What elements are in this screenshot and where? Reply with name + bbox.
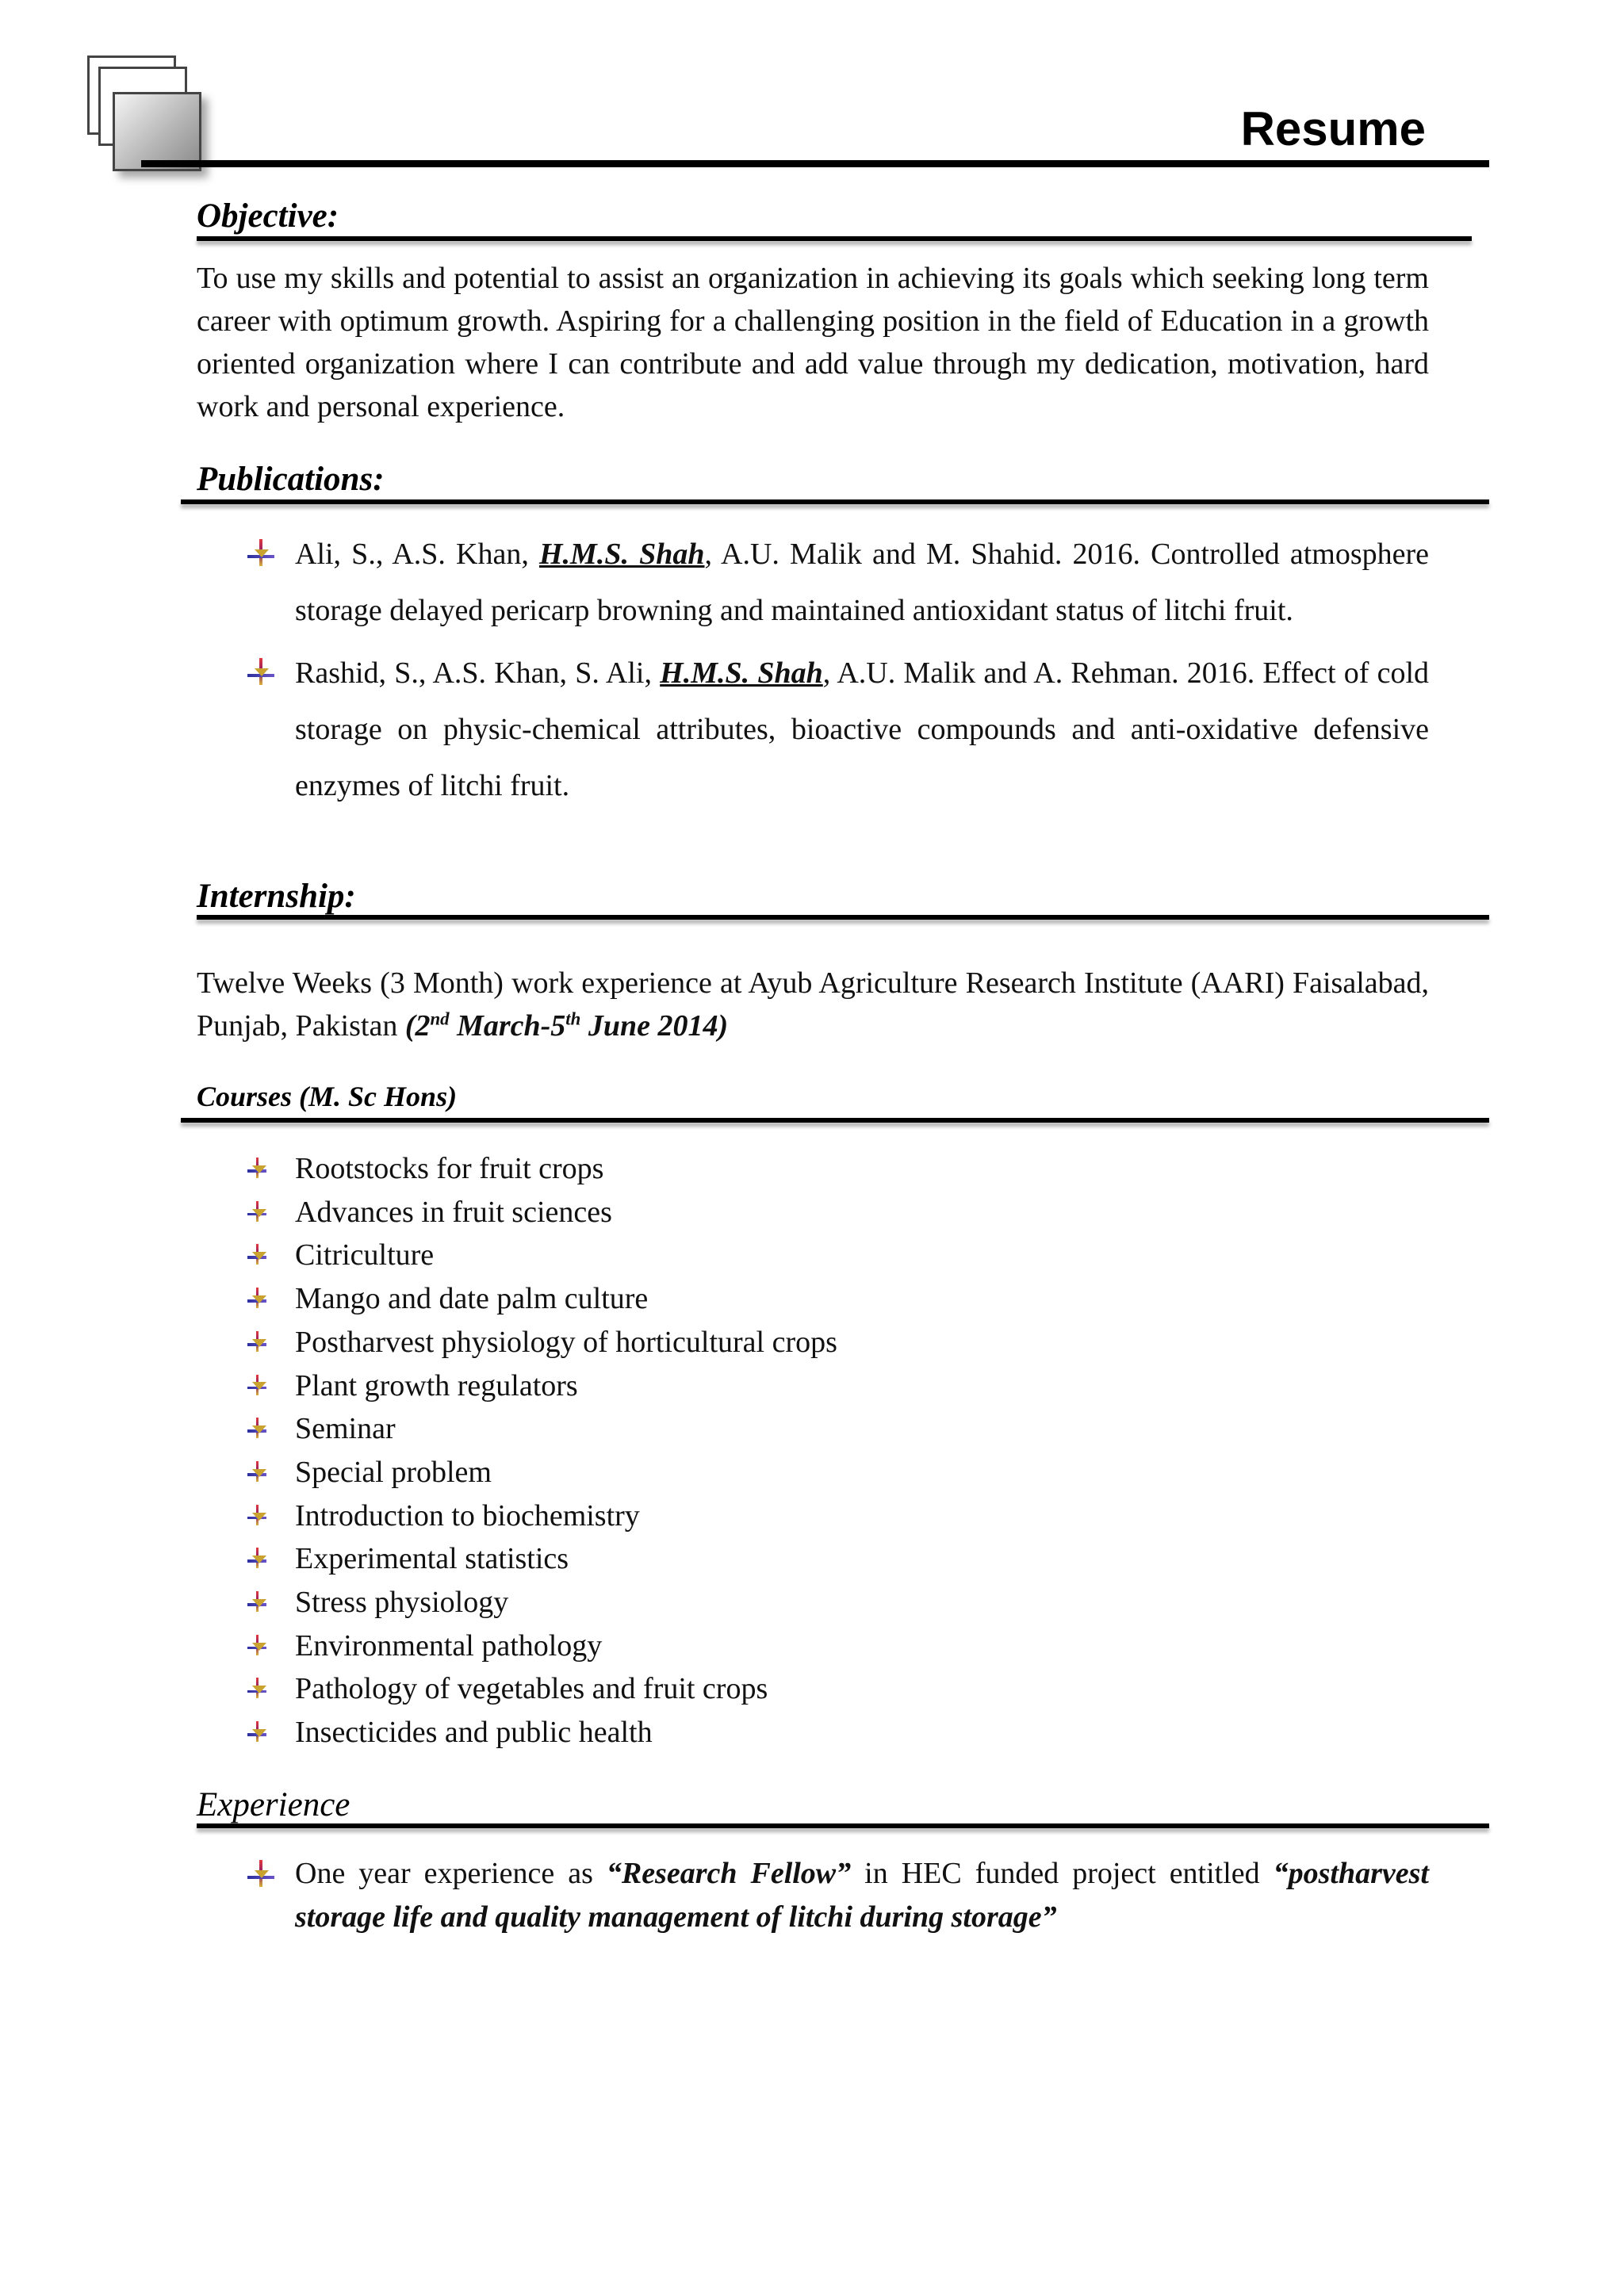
arrow-bullet-icon bbox=[247, 1505, 266, 1525]
course-item bbox=[238, 1711, 1429, 1755]
arrow-bullet-icon bbox=[247, 1591, 266, 1612]
course-item bbox=[238, 1321, 1429, 1364]
arrow-bullet-icon bbox=[247, 1721, 266, 1742]
course-label: Postharvest physiology of horticultural crops bbox=[295, 1325, 837, 1359]
arrow-bullet-icon bbox=[247, 1548, 266, 1568]
course-item bbox=[238, 1191, 1429, 1234]
experience-role: “Research Fellow” bbox=[606, 1857, 852, 1890]
stacked-pages-logo-icon bbox=[87, 55, 214, 174]
publication-rest: , A.U. Malik and M. Shahid. 2016. Controlled atmosphere storage delayed pericarp browning and maintained antioxidant status of litchi fruit. bbox=[295, 538, 1429, 627]
objective-divider bbox=[197, 236, 1472, 241]
objective-heading: Objective: bbox=[197, 197, 339, 235]
page-title: Resume bbox=[1240, 102, 1426, 155]
arrow-bullet-icon bbox=[247, 1288, 266, 1308]
course-item bbox=[238, 1277, 1429, 1321]
publication-item bbox=[238, 526, 1429, 639]
experience-list bbox=[238, 1852, 1429, 1939]
course-label: Environmental pathology bbox=[295, 1628, 603, 1663]
internship-heading: Internship: bbox=[197, 878, 356, 915]
arrow-bullet-icon bbox=[247, 1860, 274, 1887]
arrow-bullet-icon bbox=[247, 1418, 266, 1438]
internship-divider bbox=[197, 915, 1489, 920]
course-item bbox=[238, 1624, 1429, 1668]
course-label: Special problem bbox=[295, 1455, 492, 1489]
course-item bbox=[238, 1494, 1429, 1538]
courses-heading: Courses (M. Sc Hons) bbox=[197, 1081, 458, 1112]
course-item bbox=[238, 1407, 1429, 1451]
arrow-bullet-icon bbox=[247, 1331, 266, 1352]
experience-divider bbox=[197, 1823, 1489, 1828]
publication-authors-before: Rashid, S., A.S. Khan, S. Ali, bbox=[295, 656, 661, 690]
publication-highlight-author: H.M.S. Shah bbox=[539, 538, 705, 571]
arrow-bullet-icon bbox=[247, 1635, 266, 1655]
experience-mid: in HEC funded project entitled bbox=[851, 1857, 1274, 1890]
course-item bbox=[238, 1667, 1429, 1711]
course-label: Advances in fruit sciences bbox=[295, 1195, 612, 1229]
courses-divider bbox=[181, 1118, 1489, 1123]
arrow-bullet-icon bbox=[247, 539, 274, 566]
publication-highlight-author: H.M.S. Shah bbox=[660, 656, 823, 690]
publication-rest: , A.U. Malik and A. Rehman. 2016. Effect of cold storage on physic-chemical attributes, bioactive compounds and anti-oxidative defensive enzymes of litchi fruit. bbox=[295, 656, 1430, 802]
arrow-bullet-icon bbox=[247, 1201, 266, 1222]
arrow-bullet-icon bbox=[247, 1678, 266, 1698]
course-item bbox=[238, 1451, 1429, 1494]
course-item bbox=[238, 1147, 1429, 1191]
course-label: Mango and date palm culture bbox=[295, 1282, 649, 1316]
courses-list bbox=[238, 1147, 1429, 1755]
course-label: Experimental statistics bbox=[295, 1542, 569, 1576]
internship-description: Twelve Weeks (3 Month) work experience at Ayub Agriculture Research Institute (AARI) Faisalabad, Punjab, Pakistan bbox=[197, 966, 1429, 1043]
course-label: Pathology of vegetables and fruit crops bbox=[295, 1672, 768, 1706]
experience-lead: One year experience as bbox=[295, 1857, 607, 1890]
publication-authors-before: Ali, S., A.S. Khan, bbox=[295, 538, 539, 571]
objective-text: To use my skills and potential to assist an organization in achieving its goals which seeking long term career with optimum growth. Aspiring for a challenging position in the field of Education in a growth oriented organization where I can contribute and add value through my dedication, motivation, hard work and personal experience. bbox=[197, 262, 1429, 423]
course-label: Rootstocks for fruit crops bbox=[295, 1152, 604, 1185]
course-item bbox=[238, 1364, 1429, 1408]
internship-dates: (2nd March-5th June 2014) bbox=[404, 1008, 729, 1043]
course-item bbox=[238, 1234, 1429, 1277]
publication-item bbox=[238, 645, 1429, 814]
arrow-bullet-icon bbox=[247, 1461, 266, 1482]
course-label: Insecticides and public health bbox=[295, 1716, 653, 1750]
course-label: Plant growth regulators bbox=[295, 1368, 578, 1402]
course-label: Introduction to biochemistry bbox=[295, 1498, 640, 1533]
publications-list bbox=[238, 526, 1429, 821]
arrow-bullet-icon bbox=[247, 1244, 266, 1265]
arrow-bullet-icon bbox=[247, 658, 274, 685]
course-label: Seminar bbox=[295, 1412, 396, 1446]
experience-project: “postharvest storage life and quality management of litchi during storage” bbox=[295, 1857, 1429, 1934]
course-label: Citriculture bbox=[295, 1238, 435, 1272]
publications-divider bbox=[181, 499, 1489, 504]
experience-item bbox=[238, 1852, 1429, 1939]
course-label: Stress physiology bbox=[295, 1586, 509, 1620]
experience-heading: Experience bbox=[197, 1786, 350, 1823]
arrow-bullet-icon bbox=[247, 1375, 266, 1395]
title-divider bbox=[141, 160, 1489, 167]
publications-heading: Publications: bbox=[197, 461, 385, 498]
course-item bbox=[238, 1537, 1429, 1581]
arrow-bullet-icon bbox=[247, 1158, 266, 1178]
internship-text bbox=[197, 962, 1429, 1047]
course-item bbox=[238, 1581, 1429, 1624]
